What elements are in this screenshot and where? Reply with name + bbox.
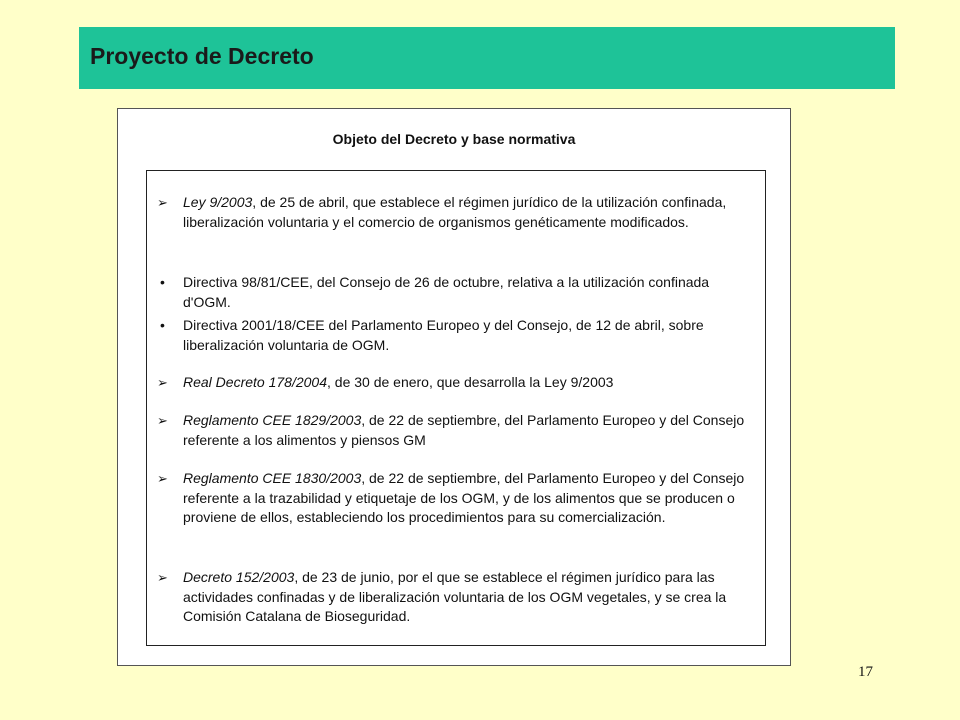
document-heading: Objeto del Decreto y base normativa: [332, 131, 576, 147]
item-text: , de 22 de septiembre, del Parlamento Europeo y del Consejo referente a los alimentos y piensos GM: [183, 412, 745, 448]
bullet-icon: •: [160, 317, 165, 333]
item-text: Directiva 2001/18/CEE del Parlamento Europeo y del Consejo, de 12 de abril, sobre liberalización voluntaria de OGM.: [183, 317, 704, 353]
item-reference: Reglamento CEE 1830/2003: [183, 470, 362, 486]
item-text: , de 30 de enero, que desarrolla la Ley 9/2003: [327, 374, 614, 390]
document-image: [117, 108, 791, 666]
item-text: Directiva 98/81/CEE, del Consejo de 26 de octubre, relativa a la utilización confinada d'OGM.: [183, 274, 710, 310]
arrow-bullet-icon: ➢: [157, 413, 168, 428]
item-text: , de 22 de septiembre, del Parlamento Europeo y del Consejo referente a la trazabilidad y etiquetaje de los OGM, y de los alimentos que se producen o proviene de ellos, estableciendo los procedimientos para su comercialización.: [183, 470, 745, 525]
item-text: , de 23 de junio, por el que se establece el régimen jurídico para las actividades confinadas y de liberalización voluntaria de los OGM vegetales, y se crea la Comisión Catalana de Bioseguridad.: [183, 569, 727, 624]
slide-title: Proyecto de Decreto: [90, 43, 314, 69]
item-reference: Ley 9/2003: [183, 194, 253, 210]
item-reference: Reglamento CEE 1829/2003: [183, 412, 362, 428]
arrow-bullet-icon: ➢: [157, 570, 168, 585]
legal-basis-box: [146, 170, 766, 646]
item-text: , de 25 de abril, que establece el régimen jurídico de la utilización confinada, liberalización voluntaria y el comercio de organismos genéticamente modificados.: [183, 194, 727, 230]
arrow-bullet-icon: ➢: [157, 471, 168, 486]
page-number: 17: [858, 664, 873, 680]
title-bar: [79, 27, 895, 89]
arrow-bullet-icon: ➢: [157, 195, 168, 210]
item-reference: Real Decreto 178/2004: [183, 374, 327, 390]
item-reference: Decreto 152/2003: [183, 569, 295, 585]
bullet-icon: •: [160, 274, 165, 290]
arrow-bullet-icon: ➢: [157, 375, 168, 390]
